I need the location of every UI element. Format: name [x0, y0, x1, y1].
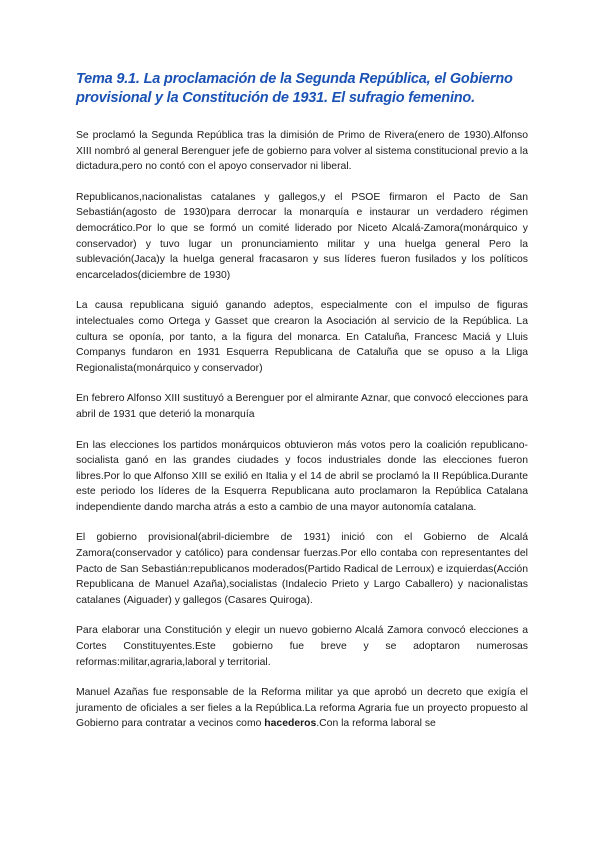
- paragraph-7: Para elaborar una Constitución y elegir un nuevo gobierno Alcalá Zamora convocó elecciones a Cortes Constituyentes.Este gobierno fue breve y se adoptaron numerosas reformas:militar,agraria,laboral y territorial.: [76, 625, 528, 668]
- paragraph-3: La causa republicana siguió ganando adeptos, especialmente con el impulso de figuras intelectuales como Ortega y Gasset que crearon la Asociación al servicio de la República. La cultura se oponía, por tanto, a la figura del monarca. En Cataluña, Francesc Maciá y Lluis Companys fundaron en 1931 Esquerra Republicana de Cataluña que se opuso a la Lliga Regionalista(monárquico y conservador): [76, 300, 528, 374]
- paragraph-1: Se proclamó la Segunda República tras la dimisión de Primo de Rivera(enero de 1930).Alfonso XIII nombró al general Berenguer jefe de gobierno para volver al sistema constitucional previo a la dictadura,pero no contó con el apoyo conservador ni liberal.: [76, 130, 528, 173]
- paragraph-4: En febrero Alfonso XIII sustituyó a Berenguer por el almirante Aznar, que convocó elecciones para abril de 1931 que deterió la monarquía: [76, 393, 528, 420]
- paragraph-8: [76, 685, 528, 732]
- bold-term-hacederos: hacederos: [264, 718, 317, 730]
- paragraph-6: El gobierno provisional(abril-diciembre de 1931) inició con el Gobierno de Alcalá Zamora(conservador y católico) para condensar fuerzas.Por ello contaba con representantes del Pacto de San Sebastián:republicanos moderados(Partido Radical de Lerroux) e izquierdas(Acción Republicana de Manuel Azaña),socialistas (Indalecio Prieto y Largo Caballero) y nacionalistas catalanes (Aiguader) y gallegos (Casares Quiroga).: [76, 532, 528, 606]
- paragraph-8-text-after: .Con la reforma laboral se: [316, 718, 436, 730]
- paragraph-8-text-before: Manuel Azañas fue responsable de la Reforma militar ya que aprobó un decreto que exigía el juramento de oficiales a ser fieles a la República.La reforma Agraria fue un proyecto propuesto al Gobierno para contratar a vecinos como: [76, 687, 528, 730]
- paragraph-2: Republicanos,nacionalistas catalanes y gallegos,y el PSOE firmaron el Pacto de San Sebastián(agosto de 1930)para derrocar la monarquía e instaurar un verdadero régimen democrático.Por lo que se formó un comité liderado por Niceto Alcalá-Zamora(monárquico y conservador) y tuvo lugar un pronunciamiento militar y una huelga general Pero la sublevación(Jaca)y la huelga general fracasaron y sus líderes fueron fusilados y los políticos encarcelados(diciembre de 1930): [76, 191, 528, 281]
- paragraph-5: En las elecciones los partidos monárquicos obtuvieron más votos pero la coalición republicano-socialista ganó en las grandes ciudades y focos industriales donde las elecciones fueron libres.Por lo que Alfonso XIII se exilió en Italia y el 14 de abril se proclamó la II República.Durante este periodo los líderes de la Esquerra Republicana auto proclamaron la República Catalana independiente dando marcha atrás a esto a cambio de una mayor autonomía catalana.: [76, 439, 528, 513]
- document-title: Tema 9.1. La proclamación de la Segunda República, el Gobierno provisional y la Constitución de 1931. El sufragio femenino.: [76, 71, 513, 106]
- document-page: [76, 70, 528, 747]
